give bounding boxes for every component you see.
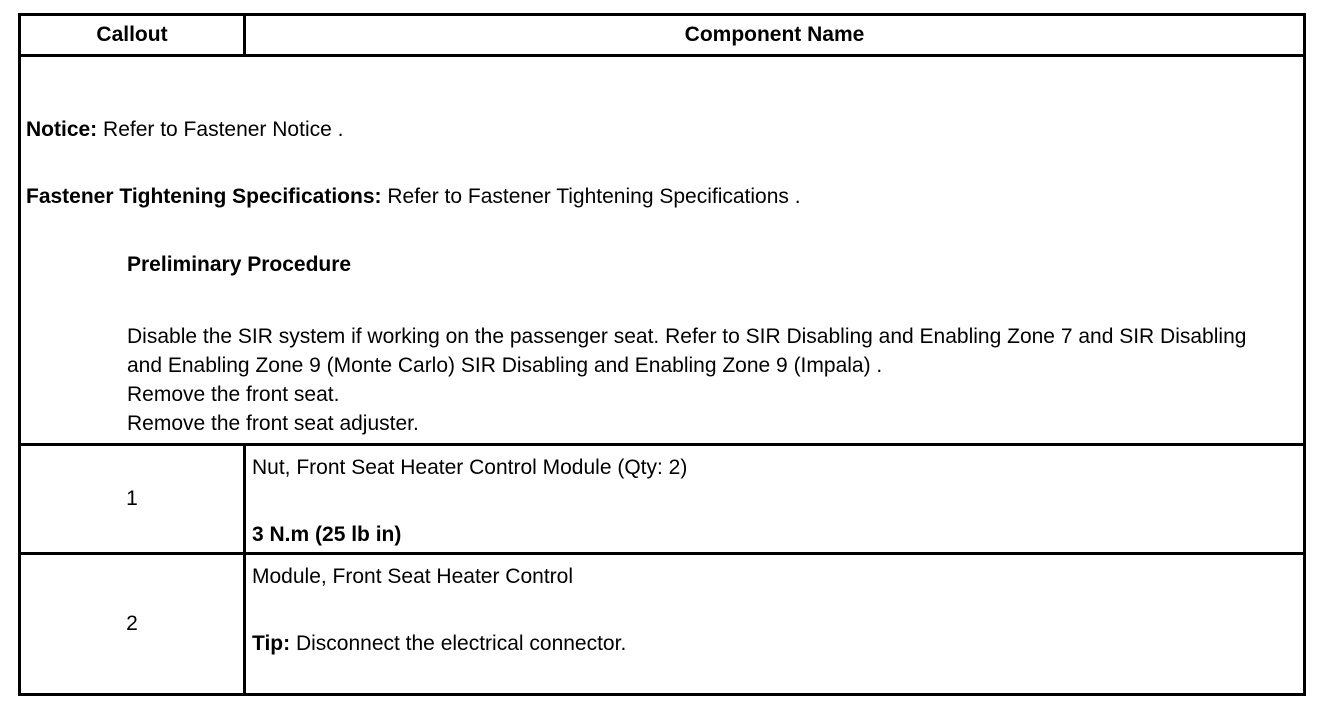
notice-line: [26, 118, 343, 142]
component-table: [18, 13, 1306, 696]
fastener-spec-label: Fastener Tightening Specifications:: [26, 184, 382, 208]
procedure-step: Disable the SIR system if working on the passenger seat. Refer to SIR Disabling and Enabling Zone 7 and SIR Disabling and Enabling Zone 9 (Monte Carlo) SIR Disabling and Enabling Zone 9 (Impala) .: [127, 324, 1247, 377]
procedure-step: Remove the front seat.: [127, 382, 340, 406]
table-row: [20, 444, 1305, 553]
notice-label: Notice:: [26, 117, 98, 141]
notice-text: Refer to Fastener Notice .: [97, 117, 344, 141]
fastener-spec-text: Refer to Fastener Tightening Specifications .: [381, 184, 801, 208]
preliminary-procedure-steps: [127, 322, 1287, 438]
component-name: Module, Front Seat Heater Control: [252, 564, 573, 588]
intro-row: [20, 55, 1305, 444]
preliminary-procedure-title: Preliminary Procedure: [127, 252, 352, 276]
table-header-row: [20, 15, 1305, 56]
tip-line: [252, 632, 626, 656]
procedure-step: Remove the front seat adjuster.: [127, 411, 419, 435]
intro-cell: [20, 55, 1305, 444]
torque-spec: 3 N.m (25 lb in): [252, 522, 402, 546]
component-cell: [245, 553, 1305, 694]
callout-number: 2: [20, 553, 245, 694]
callout-number: 1: [20, 444, 245, 553]
header-callout: Callout: [20, 15, 245, 56]
header-component-name: Component Name: [245, 15, 1305, 56]
component-name: Nut, Front Seat Heater Control Module (Qty: 2): [252, 455, 688, 479]
fastener-spec-line: [26, 185, 801, 209]
tip-label: Tip:: [252, 631, 291, 655]
component-cell: [245, 444, 1305, 553]
tip-text: Disconnect the electrical connector.: [290, 631, 627, 655]
table-row: [20, 553, 1305, 694]
